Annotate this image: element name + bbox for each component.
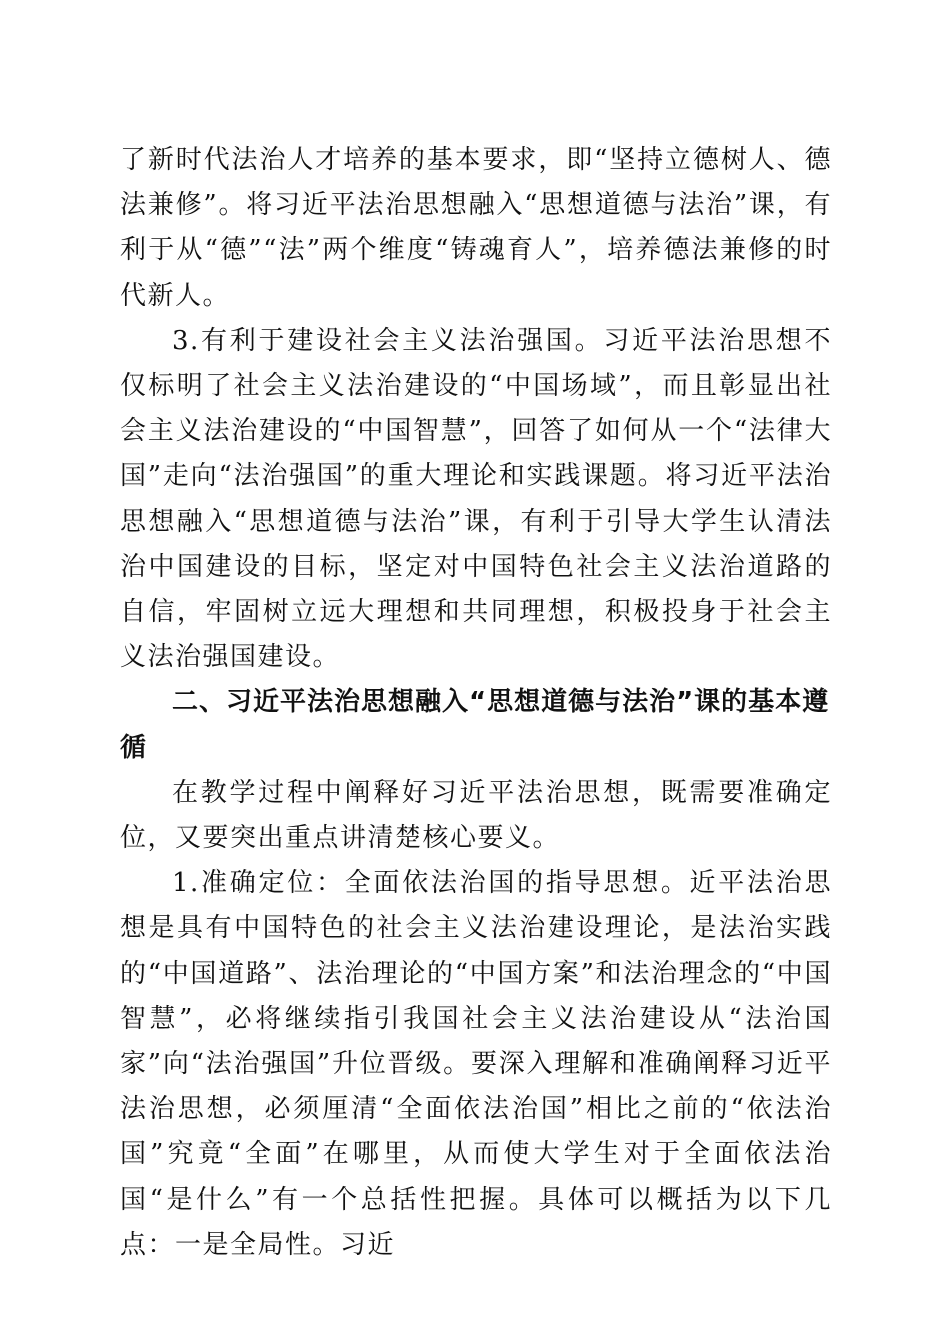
- paragraph-point-3: 3.有利于建设社会主义法治强国。习近平法治思想不仅标明了社会主义法治建设的“中国场域”，而且彰显出社会主义法治建设的“中国智慧”，回答了如何从一个“法律大国”走向“法治强国”的重大理论和实践课题。将习近平法治思想融入“思想道德与法治”课，有利于引导大学生认清法治中国建设的目标，坚定对中国特色社会主义法治道路的自信，牢固树立远大理想和共同理想，积极投身于社会主义法治强国建设。: [120, 325, 832, 673]
- document-page: [120, 138, 832, 1268]
- section-heading: 二、习近平法治思想融入“思想道德与法治”课的基本遵循: [120, 687, 830, 763]
- paragraph-intro: 在教学过程中阐释好习近平法治思想，既需要准确定位，又要突出重点讲清楚核心要义。: [120, 777, 832, 854]
- paragraph-continuation: 了新时代法治人才培养的基本要求，即“坚持立德树人、德法兼修”。将习近平法治思想融入“思想道德与法治”课，有利于从“德”“法”两个维度“铸魂育人”，培养德法兼修的时代新人。: [120, 145, 832, 311]
- paragraph-point-1: 1.准确定位：全面依法治国的指导思想。近平法治思想是具有中国特色的社会主义法治建设理论，是法治实践的“中国道路”、法治理论的“中国方案”和法治理念的“中国智慧”，必将继续指引我国社会主义法治建设从“法治国家”向“法治强国”升位晋级。要深入理解和准确阐释习近平法治思想，必须厘清“全面依法治国”相比之前的“依法治国”究竟“全面”在哪里，从而使大学生对于全面依法治国“是什么”有一个总括性把握。具体可以概括为以下几点：一是全局性。习近: [120, 868, 832, 1260]
